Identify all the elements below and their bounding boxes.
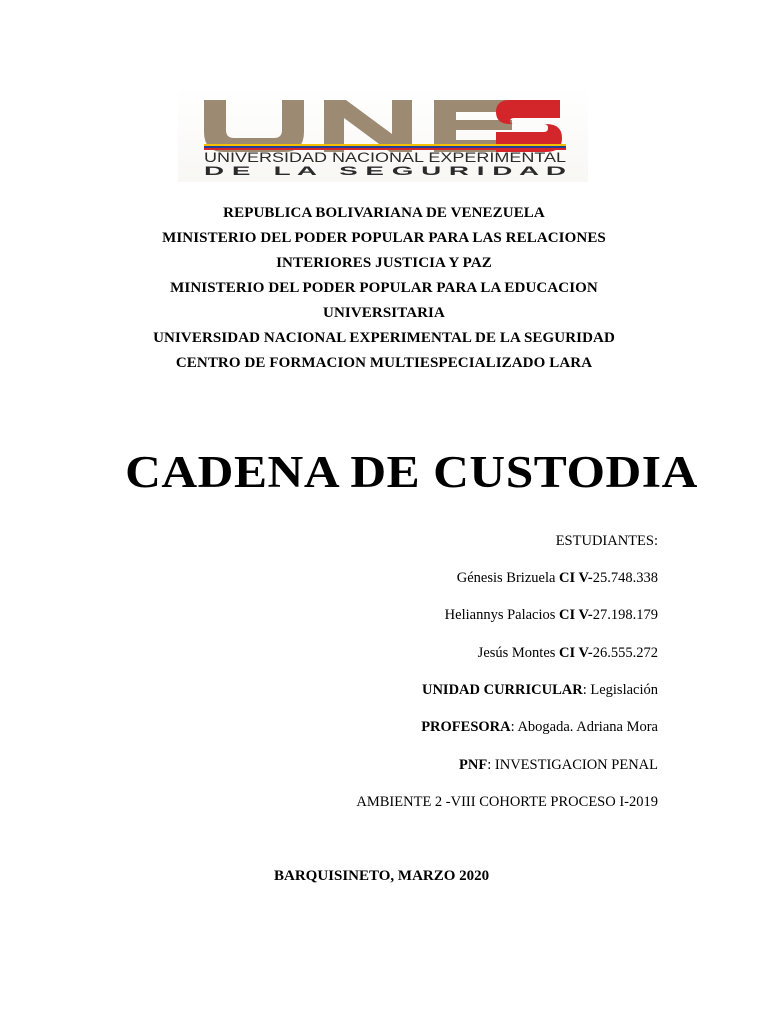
student-ci-number: 25.748.338 [592, 570, 658, 586]
student-name: Heliannys Palacios [444, 607, 560, 623]
student-line [457, 570, 658, 587]
place-date: BARQUISINETO, MARZO 2020 [274, 868, 490, 884]
ambiente-line: AMBIENTE 2 -VIII COHORTE PROCESO I-2019 [356, 794, 658, 810]
header-line: REPUBLICA BOLIVARIANA DE VENEZUELA [223, 205, 545, 221]
student-ci-number: 27.198.179 [592, 607, 658, 623]
header-line: MINISTERIO DEL PODER POPULAR PARA LAS RELACIONES [162, 230, 606, 246]
student-name: Jesús Montes [477, 645, 560, 661]
logo-line2: D E L A S E G U R I D A D [204, 164, 567, 178]
student-line [445, 607, 658, 624]
students-heading: ESTUDIANTES: [555, 533, 658, 549]
unes-logo [178, 86, 588, 182]
student-ci-label: CI V- [559, 645, 593, 661]
pnf-label: PNF [459, 757, 488, 773]
course-line [422, 682, 658, 699]
professor-line [421, 719, 658, 736]
institution-header [0, 201, 768, 376]
document-title: CADENA DE CUSTODIA [125, 447, 698, 497]
flag-stripe-yellow [204, 144, 566, 146]
flag-stripe-blue [204, 146, 566, 148]
professor-value: : Abogada. Adriana Mora [510, 719, 658, 735]
header-line: CENTRO DE FORMACION MULTIESPECIALIZADO LARA [175, 355, 593, 371]
student-ci-label: CI V- [559, 607, 593, 623]
student-ci-number: 26.555.272 [592, 645, 658, 661]
header-line: UNIVERSITARIA [323, 305, 445, 321]
header-line: INTERIORES JUSTICIA Y PAZ [276, 255, 492, 271]
course-value: : Legislación [582, 682, 658, 698]
course-label: UNIDAD CURRICULAR [421, 682, 583, 698]
pnf-line [459, 757, 658, 774]
student-line [478, 645, 658, 662]
student-ci-label: CI V- [559, 570, 593, 586]
logo-line1: UNIVERSIDAD NACIONAL EXPERIMENTAL [204, 150, 567, 165]
header-line: UNIVERSIDAD NACIONAL EXPERIMENTAL DE LA SEGURIDAD [153, 330, 615, 346]
pnf-value: : INVESTIGACION PENAL [487, 757, 658, 773]
student-name: Génesis Brizuela [456, 570, 560, 586]
professor-label: PROFESORA [421, 719, 511, 735]
header-line: MINISTERIO DEL PODER POPULAR PARA LA EDUCACION [170, 280, 598, 296]
